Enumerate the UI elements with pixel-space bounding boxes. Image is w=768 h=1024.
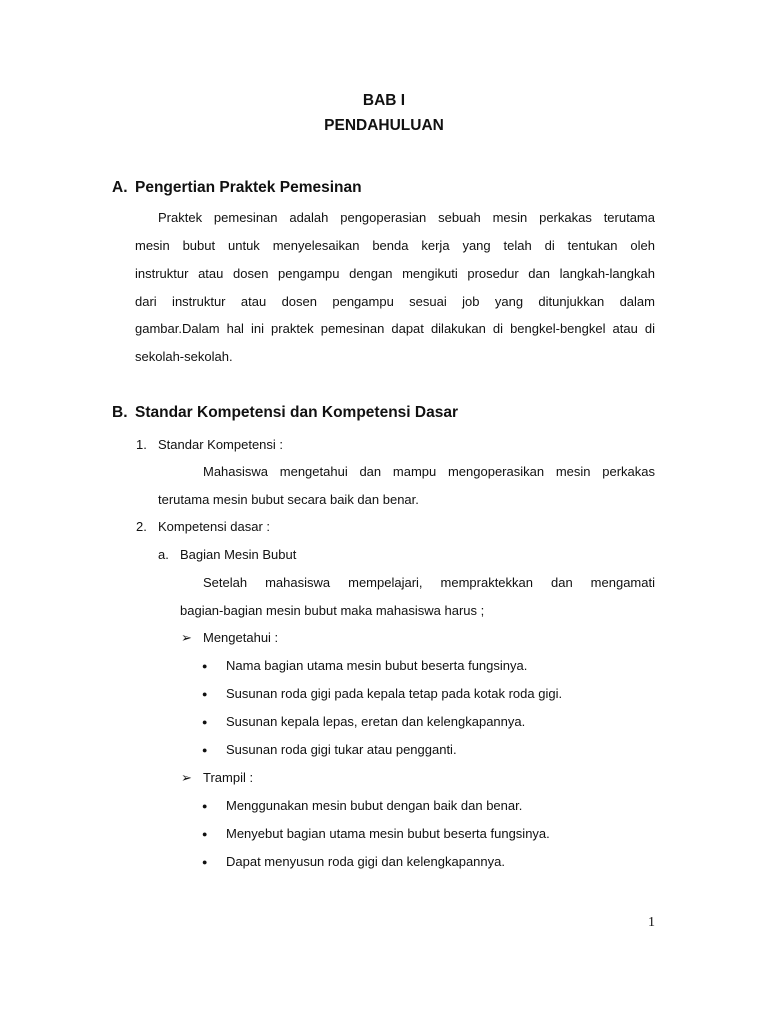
- group-label-trampil: Trampil :: [203, 770, 254, 785]
- chapter-title: PENDAHULUAN: [324, 117, 444, 134]
- section-b-marker: B.: [112, 404, 128, 421]
- sub-a-line-2: bagian-bagian mesin bubut maka mahasiswa harus ;: [180, 603, 485, 618]
- list-item: Menyebut bagian utama mesin bubut beserta fungsinya.: [226, 826, 550, 841]
- page-number: 1: [648, 915, 655, 930]
- bullet-dot-icon: ●: [202, 857, 208, 867]
- bullet-dot-icon: ●: [202, 717, 208, 727]
- list-item: Nama bagian utama mesin bubut beserta fungsinya.: [226, 658, 528, 673]
- list-item: Susunan roda gigi tukar atau pengganti.: [226, 742, 457, 757]
- sub-a-label: Bagian Mesin Bubut: [180, 547, 297, 562]
- item-1-marker: 1.: [136, 437, 147, 452]
- section-a-line-2: mesin bubut untuk menyelesaikan benda kerja yang telah di tentukan oleh: [135, 238, 655, 253]
- arrow-bullet-icon: ➢: [181, 770, 192, 785]
- sub-a-line-1: Setelah mahasiswa mempelajari, mempraktekkan dan mengamati: [203, 575, 655, 590]
- section-a-line-5: gambar.Dalam hal ini praktek pemesinan dapat dilakukan di bengkel-bengkel atau di: [135, 321, 655, 336]
- section-a-line-6: sekolah-sekolah.: [135, 349, 233, 364]
- bullet-dot-icon: ●: [202, 829, 208, 839]
- list-item: Susunan roda gigi pada kepala tetap pada kotak roda gigi.: [226, 686, 563, 701]
- item-1-line-1: Mahasiswa mengetahui dan mampu mengoperasikan mesin perkakas: [203, 464, 655, 479]
- item-1-label: Standar Kompetensi :: [158, 437, 284, 452]
- sub-a-marker: a.: [158, 547, 169, 562]
- bullet-dot-icon: ●: [202, 689, 208, 699]
- chapter-label: BAB I: [362, 92, 406, 109]
- list-item: Susunan kepala lepas, eretan dan kelengkapannya.: [226, 714, 526, 729]
- item-2-label: Kompetensi dasar :: [158, 519, 271, 534]
- section-a-marker: A.: [112, 179, 128, 196]
- item-2-marker: 2.: [136, 519, 147, 534]
- bullet-dot-icon: ●: [202, 801, 208, 811]
- bullet-dot-icon: ●: [202, 661, 208, 671]
- section-a-line-3: instruktur atau dosen pengampu dengan mengikuti prosedur dan langkah-langkah: [135, 266, 655, 281]
- item-1-line-2: terutama mesin bubut secara baik dan benar.: [158, 492, 419, 507]
- section-b-title: Standar Kompetensi dan Kompetensi Dasar: [135, 404, 458, 421]
- section-a-line-1: Praktek pemesinan adalah pengoperasian sebuah mesin perkakas terutama: [158, 210, 655, 225]
- list-item: Menggunakan mesin bubut dengan baik dan benar.: [226, 798, 523, 813]
- section-a-line-4: dari instruktur atau dosen pengampu sesuai job yang ditunjukkan dalam: [135, 294, 655, 309]
- list-item: Dapat menyusun roda gigi dan kelengkapannya.: [226, 854, 505, 869]
- bullet-dot-icon: ●: [202, 745, 208, 755]
- group-label-mengetahui: Mengetahui :: [203, 630, 279, 645]
- arrow-bullet-icon: ➢: [181, 630, 192, 645]
- section-a-title: Pengertian Praktek Pemesinan: [135, 179, 362, 196]
